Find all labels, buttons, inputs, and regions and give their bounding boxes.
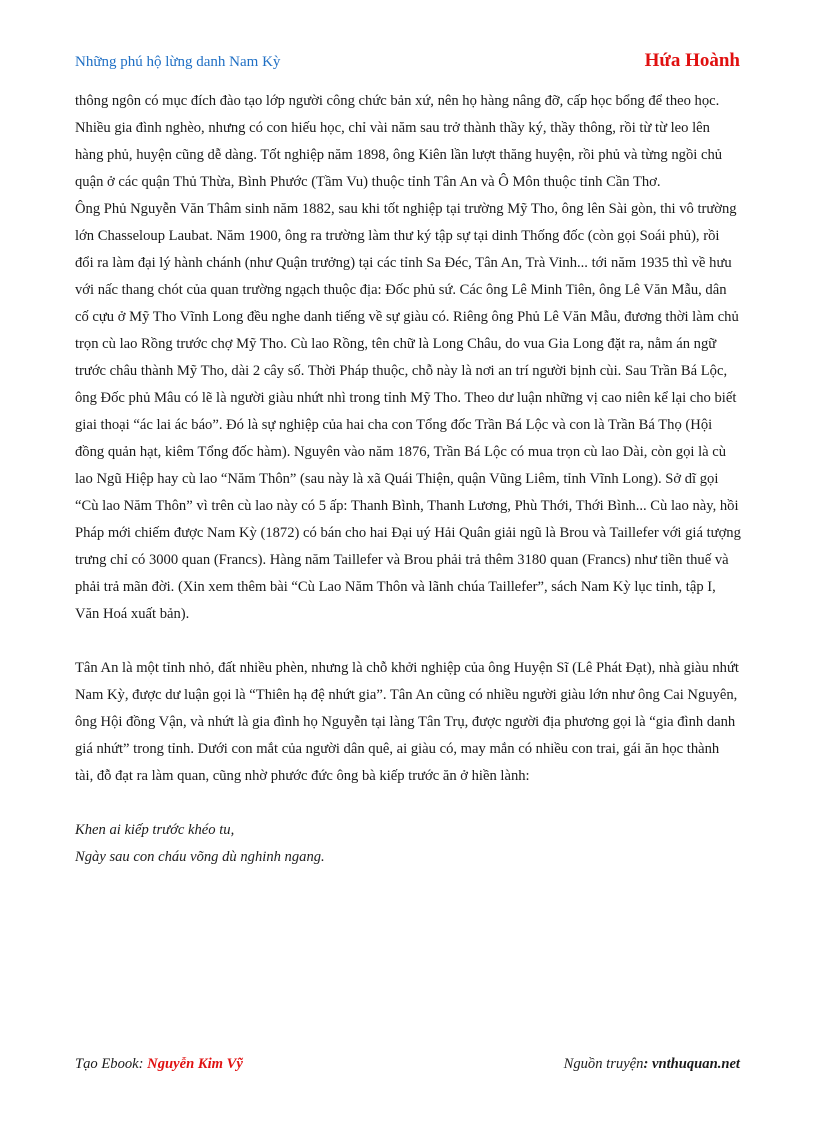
- ebook-maker: Nguyễn Kim Vỹ: [147, 1056, 243, 1072]
- paragraph-1: thông ngôn có mục đích đào tạo lớp người công chức bản xứ, nên họ hàng nâng đỡ, cấp học bổng để theo học. Nhiều gia đình nghèo, nhưng có con hiếu học, chỉ vài năm sau trở thành thầy ký, thầy thông, rồi từ từ leo lên hàng phủ, huyện cũng dễ dàng. Tốt nghiệp năm 1898, ông Kiên lần lượt thăng huyện, rồi phủ và từng ngồi chủ quận ở các quận Thủ Thừa, Bình Phước (Tầm Vu) thuộc tỉnh Tân An và Ô Môn thuộc tỉnh Cần Thơ.: [75, 93, 723, 190]
- source-label: Nguồn truyện: [563, 1056, 644, 1072]
- page-footer: [75, 1056, 740, 1078]
- poem-line-2: Ngày sau con cháu võng dù nghinh ngang.: [75, 849, 325, 865]
- ebook-separator: :: [138, 1056, 148, 1072]
- page-body: [75, 88, 741, 871]
- paragraph-2: Ông Phủ Nguyễn Văn Thâm sinh năm 1882, sau khi tốt nghiệp tại trường Mỹ Tho, ông lên Sài gòn, thi vô trường lớn Chasseloup Laubat. Năm 1900, ông ra trường làm thư ký tập sự tại dinh Thống đốc (còn gọi Soái phủ), rồi đổi ra làm đại lý hành chánh (như Quận trưởng) tại các tỉnh Sa Đéc, Tân An, Trà Vinh... tới năm 1935 thì về hưu với nấc thang chót của quan trường ngạch thuộc địa: Đốc phủ sứ. Các ông Lê Minh Tiên, ông Lê Văn Mẫu, dân cố cựu ở Mỹ Tho Vĩnh Long đều nghe danh tiếng về sự giàu có. Riêng ông Phủ Lê Văn Mẫu, đương thời làm chủ trọn cù lao Rồng trước chợ Mỹ Tho. Cù lao Rồng, tên chữ là Long Châu, do vua Gia Long đặt ra, nằm án ngữ trước châu thành Mỹ Tho, dài 2 cây số. Thời Pháp thuộc, chỗ này là nơi an trí người bịnh cùi. Sau Trần Bá Lộc, ông Đốc phủ Mâu có lẽ là người giàu nhứt nhì trong tỉnh Mỹ Tho. Theo dư luận những vị cao niên kể lại cho biết giai thoại “ác lai ác báo”. Đó là sự nghiệp của hai cha con Tổng đốc Trần Bá Lộc và con là Trần Bá Thọ (Hội đồng quản hạt, kiêm Tổng đốc hàm). Nguyên vào năm 1876, Trần Bá Lộc có mua trọn cù lao Dài, còn gọi là cù lao Ngũ Hiệp hay cù lao “Năm Thôn” (sau này là xã Quái Thiện, quận Vũng Liêm, tỉnh Vĩnh Long). Sở dĩ gọi “Cù lao Năm Thôn” vì trên cù lao này có 5 ấp: Thanh Bình, Thanh Lương, Phù Thới, Thới Bình... Cù lao này, hồi Pháp mới chiếm được Nam Kỳ (1872) có bán cho hai Đại uý Hải Quân giải ngũ là Brou và Taillefer với giá tượng trưng chỉ có 3000 quan (Francs). Hàng năm Taillefer và Brou phải trả thêm 3180 quan (Francs) như tiền thuế và phải trả mãn đời. (Xin xem thêm bài “Cù Lao Năm Thôn và lãnh chúa Taillefer”, sách Nam Kỳ lục tỉnh, tập I, Văn Hoá xuất bản).: [75, 201, 741, 622]
- author-name: Hứa Hoành: [644, 50, 740, 71]
- book-title: Những phú hộ lừng danh Nam Kỳ: [75, 54, 281, 70]
- source-separator: :: [643, 1056, 652, 1072]
- ebook-label: Tạo Ebook: [75, 1056, 139, 1072]
- paragraph-3: Tân An là một tỉnh nhỏ, đất nhiều phèn, nhưng là chỗ khởi nghiệp của ông Huyện Sĩ (Lê Phát Đạt), nhà giàu nhứt Nam Kỳ, được dư luận gọi là “Thiên hạ đệ nhứt gia”. Tân An cũng có nhiều người giàu lớn như ông Cai Nguyên, ông Hội đồng Vận, và nhứt là gia đình họ Nguyễn tại làng Tân Trụ, được người địa phương gọi là “gia đình danh giá nhứt” trong tỉnh. Dưới con mắt của người dân quê, ai giàu có, may mắn có nhiều con trai, gái ăn học thành tài, đỗ đạt ra làm quan, cũng nhờ phước đức ông bà kiếp trước ăn ở hiền lành:: [75, 660, 739, 784]
- ebook-credit: [75, 1056, 243, 1073]
- page-header: [75, 50, 740, 76]
- source-site: vnthuquan.net: [651, 1056, 740, 1072]
- source-credit: [564, 1056, 740, 1073]
- poem: [75, 817, 741, 871]
- poem-line-1: Khen ai kiếp trước khéo tu,: [75, 822, 235, 838]
